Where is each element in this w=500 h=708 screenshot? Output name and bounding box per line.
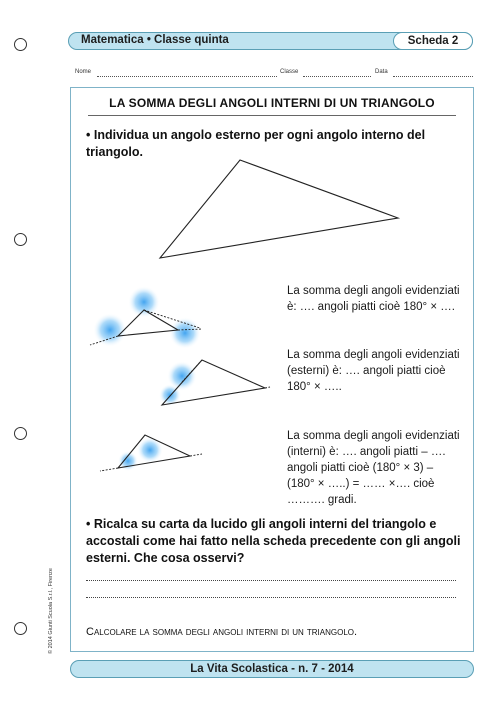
punch-hole-top (14, 38, 27, 51)
answer-line-1[interactable] (86, 580, 456, 581)
title-underline (88, 115, 456, 116)
highlight-glow (169, 317, 201, 349)
copyright-notice: © 2014 Giunti Scuola S.r.l., Firenze (48, 568, 54, 654)
task-text: Calcolare la somma degli angoli interni di un triangolo. (86, 626, 358, 638)
extension-line (265, 387, 270, 388)
paragraph-exterior-sum: La somma degli angoli evidenziati (esterni) è: …. angoli piatti cioè 180° × ….. (287, 349, 460, 393)
extension-line (100, 468, 118, 471)
punch-hole-upper (14, 233, 27, 246)
name-label: Nome (75, 69, 92, 75)
paragraph-highlighted-sum: La somma degli angoli evidenziati è: …. angoli piatti cioè 180° × …. (287, 285, 460, 313)
header-bar (68, 32, 473, 50)
triangle-b-group (159, 360, 270, 406)
triangle-interior-angles (100, 435, 202, 471)
highlight-glow (137, 437, 163, 463)
instruction-2: • Ricalca su carta da lucido gli angoli interni del triangolo e accostali come hai fatto nella scheda precedente con gli angoli esterni. Che cosa osservi? (86, 517, 461, 565)
date-label: Data (375, 69, 388, 75)
class-label: Classe (280, 69, 299, 75)
name-field[interactable] (97, 76, 277, 77)
student-info-row (75, 69, 475, 79)
triangle-exterior-angles (90, 286, 202, 349)
punch-hole-lower (14, 427, 27, 440)
extension-line (190, 454, 202, 456)
punch-hole-bottom (14, 622, 27, 635)
header-subject: Matematica • Classe quinta (81, 34, 229, 46)
date-field[interactable] (393, 76, 473, 77)
worksheet-title: LA SOMMA DEGLI ANGOLI INTERNI DI UN TRIANGOLO (109, 96, 435, 110)
sheet-number: Scheda 2 (393, 32, 473, 50)
instruction-1: • Individua un angolo esterno per ogni angolo interno del triangolo. (86, 128, 426, 159)
main-triangle (160, 160, 398, 258)
footer-bar: La Vita Scolastica - n. 7 - 2014 (70, 660, 474, 678)
answer-line-2[interactable] (86, 597, 456, 598)
paragraph-interior-sum: La somma degli angoli evidenziati (interni) è: …. angoli piatti – …. angoli piatti cioè (180° × 3) – (180° × …..) = …… ×…. cioè ………. gradi. (287, 430, 460, 506)
class-field[interactable] (303, 76, 371, 77)
highlight-glow (93, 313, 127, 347)
